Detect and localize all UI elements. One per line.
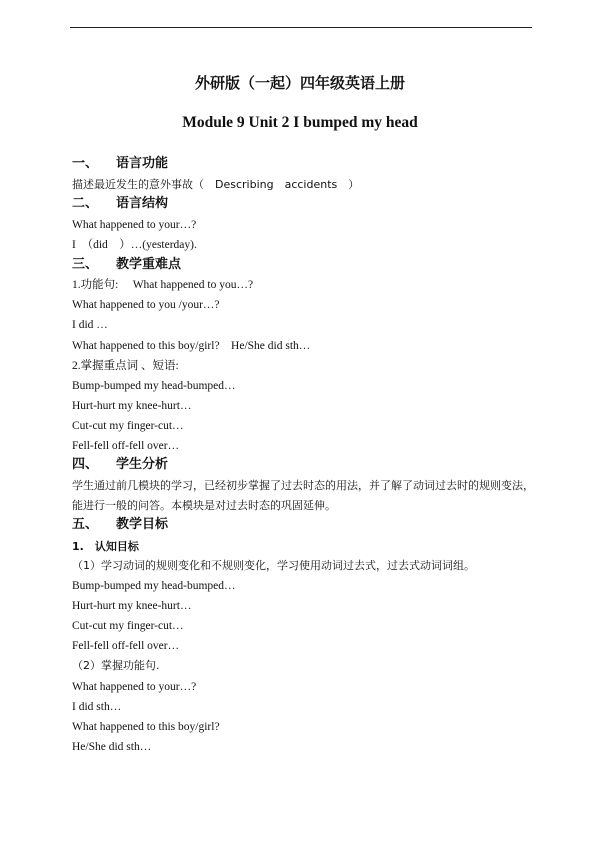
text-line: I （did ）…(yesterday). <box>72 239 197 251</box>
text-line: Bump-bumped my head-bumped… <box>72 380 236 392</box>
text-line: Bump-bumped my head-bumped… <box>72 580 236 592</box>
section-title: 学生分析 <box>116 457 169 472</box>
paragraph: 学生通过前几模块的学习，已经初步掌握了过去时态的用法，并了解了动词过去时的规则变法，能进行一般的问答。本模块是对过去时态的巩固延伸。 <box>72 479 534 512</box>
section-heading-2 <box>72 196 168 212</box>
text-line: What happened to this boy/girl? He/She did sth… <box>72 340 311 352</box>
text-line: Hurt-hurt my knee-hurt… <box>72 400 192 412</box>
text-line: What happened to you /your…? <box>72 299 220 311</box>
section-title: 教学目标 <box>116 517 169 532</box>
text-line: 2.掌握重点词 、短语: <box>72 360 179 372</box>
text-line: Cut-cut my finger-cut… <box>72 420 184 432</box>
paragraph-line: 描述最近发生的意外事故（ Describing accidents ） <box>72 178 360 191</box>
section-title: 教学重难点 <box>116 257 182 272</box>
section-heading-3 <box>72 257 181 273</box>
text-line: Fell-fell off-fell over… <box>72 640 180 652</box>
section-number: 四、 <box>72 457 99 472</box>
section-title: 语言功能 <box>116 156 169 171</box>
section-heading-4 <box>72 457 168 473</box>
text-line: I did sth… <box>72 701 122 713</box>
section-title: 语言结构 <box>116 196 169 211</box>
subheading: 1. 认知目标 <box>72 540 139 553</box>
text-line: He/She did sth… <box>72 741 152 753</box>
text-line: 1.功能句: What happened to you…? <box>72 279 254 291</box>
text-line: （1）学习动词的规则变化和不规则变化，学习使用动词过去式，过去式动词词组。 <box>72 559 475 572</box>
lesson-title: Module 9 Unit 2 I bumped my head <box>182 114 418 131</box>
text-line: Cut-cut my finger-cut… <box>72 620 184 632</box>
text-line: What happened to this boy/girl? <box>72 721 220 733</box>
text-line: Fell-fell off-fell over… <box>72 440 180 452</box>
section-number: 一、 <box>72 156 99 171</box>
section-number: 三、 <box>72 257 99 272</box>
text-line: What happened to your…? <box>72 681 197 693</box>
text-line: I did … <box>72 319 108 331</box>
section-number: 五、 <box>72 517 99 532</box>
text-line: Hurt-hurt my knee-hurt… <box>72 600 192 612</box>
header-rule <box>70 27 532 28</box>
section-heading-5 <box>72 517 168 533</box>
section-heading-1 <box>72 156 168 172</box>
text-line: What happened to your…? <box>72 219 197 231</box>
section-number: 二、 <box>72 196 99 211</box>
document-title: 外研版（一起）四年级英语上册 <box>194 74 405 92</box>
text-line: （2）掌握功能句. <box>72 659 160 672</box>
